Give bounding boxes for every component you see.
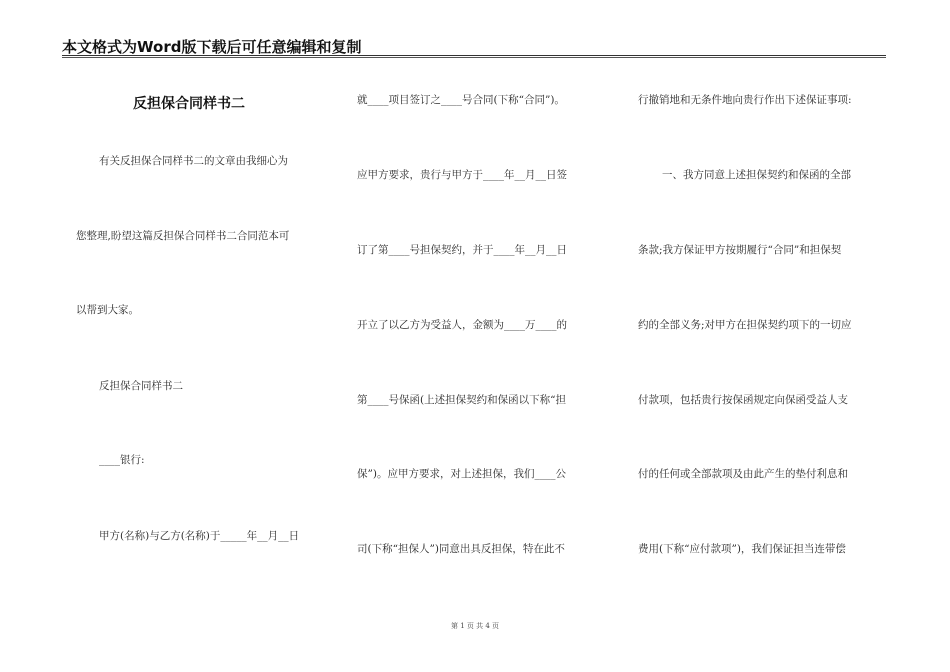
- col3-line: 费用(下称“应付款项”)，我们保证担当连带偿: [638, 543, 846, 555]
- col3-line: 行撤销地和无条件地向贵行作出下述保证事项:: [638, 94, 852, 106]
- page-number-footer: 第 1 页 共 4 页: [450, 622, 500, 630]
- col1-line: 以帮到大家。: [76, 304, 139, 316]
- col1-line: 甲方(名称)与乙方(名称)于_____年__月__日: [99, 530, 300, 542]
- col2-line: 订了第____号担保契约，并于____年__月__日: [357, 244, 567, 256]
- col2-line: 就____项目签订之____号合同(下称“合同”)。: [357, 94, 565, 106]
- col3-line: 付的任何或全部款项及由此产生的垫付利息和: [638, 468, 848, 480]
- col2-line: 保”)。应甲方要求，对上述担保，我们____公: [357, 468, 566, 480]
- col2-line: 司(下称“担保人”)同意出具反担保，特在此不: [357, 543, 565, 555]
- col2-line: 第____号保函(上述担保契约和保函以下称“担: [357, 394, 566, 406]
- header-title: 本文格式为Word版下载后可任意编辑和复制: [62, 38, 362, 56]
- col3-line: 条款;我方保证甲方按期履行“合同”和担保契: [638, 244, 842, 256]
- header-divider-secondary: [62, 57, 886, 58]
- col3-line: 付款项，包括贵行按保函规定向保函受益人支: [638, 394, 848, 406]
- col1-line: 您整理,盼望这篇反担保合同样书二合同范本可: [76, 230, 290, 242]
- col2-line: 应甲方要求，贵行与甲方于____年__月__日签: [357, 169, 567, 181]
- header-divider: [62, 55, 886, 56]
- document-title: 反担保合同样书二: [133, 96, 245, 112]
- col1-line: 反担保合同样书二: [99, 380, 183, 392]
- col3-line: 约的全部义务;对甲方在担保契约项下的一切应: [638, 319, 852, 331]
- col2-line: 开立了以乙方为受益人，金额为____万____的: [357, 319, 567, 331]
- col1-line: ____银行:: [99, 454, 145, 466]
- col3-line: 一、我方同意上述担保契约和保函的全部: [662, 169, 851, 181]
- col1-line: 有关反担保合同样书二的文章由我细心为: [99, 155, 288, 167]
